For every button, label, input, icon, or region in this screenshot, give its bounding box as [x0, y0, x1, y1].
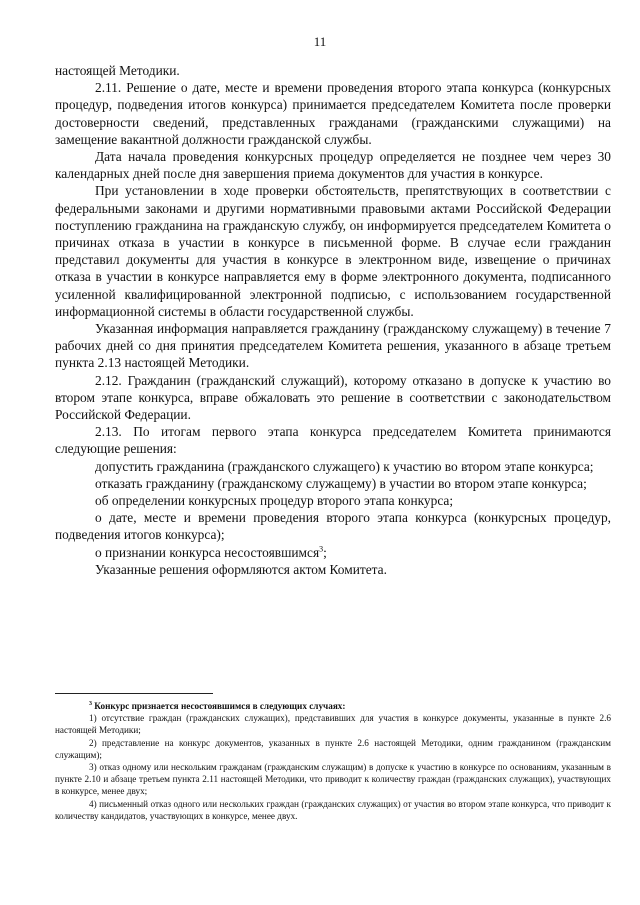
page-number: 11: [313, 34, 327, 49]
paragraph-start-date: Дата начала проведения конкурсных процедур определяется не позднее чем через 30 календарных дней после дня завершения приема документов для участия в конкурсе.: [55, 149, 611, 182]
paragraph-continuation: настоящей Методики.: [55, 63, 180, 78]
footnote-item: 1) отсутствие граждан (гражданских служащих), представивших для участия в конкурсе документы, указанные в пункте 2.6 настоящей Методики;: [55, 713, 611, 736]
footnote-title-text: Конкурс признается несостоявшимся в следующих случаях:: [94, 701, 346, 711]
decision-item: допустить гражданина (гражданского служащего) к участию во втором этапе конкурса;: [95, 458, 594, 474]
footnote-marker: 3: [89, 700, 92, 707]
decision-item-tail: ;: [323, 544, 327, 560]
paragraph-2-11: 2.11. Решение о дате, месте и времени проведения второго этапа конкурса (конкурсных процедур, подведения итогов конкурса) принимается председателем Комитета после проверки достоверности сведений, представленных гражданами (гражданскими служащими) на замещение вакантной должности гражданской службы.: [55, 80, 611, 147]
decision-item: об определении конкурсных процедур второго этапа конкурса;: [95, 493, 454, 509]
footnotes: [55, 700, 611, 822]
document-body: [55, 62, 611, 578]
footnote-separator: [55, 693, 213, 694]
decision-item: [55, 544, 611, 561]
decision-item: о дате, месте и времени проведения второго этапа конкурса (конкурсных процедур, подведения итогов конкурса);: [55, 510, 611, 543]
footnote-item: 3) отказ одному или нескольким гражданам (гражданским служащим) в допуске к участию в конкурсе по основаниям, указанным в пункте 2.10 и абзаце третьем пункта 2.11 настоящей Методики, что приводит к количеству граждан (гражданских служащих), участвующих в конкурсе, менее двух;: [55, 762, 611, 797]
footnote-item: 4) письменный отказ одного или нескольких граждан (гражданских служащих) от участия во втором этапе конкурса, что приводит к количеству кандидатов, участвующих в конкурсе, менее двух.: [55, 798, 611, 821]
footnote-reference: 3: [319, 544, 324, 554]
footnote-title: [55, 700, 611, 712]
paragraph-information-term: Указанная информация направляется гражданину (гражданскому служащему) в течение 7 рабочих дней со дня принятия председателем Комитета решения, указанного в абзаце третьем пункта 2.13 настоящей Методики.: [55, 321, 611, 371]
paragraph-refusal-notice: При установлении в ходе проверки обстоятельств, препятствующих в соответствии с федеральными законами и другими нормативными правовыми актами Российской Федерации поступлению гражданина на гражданскую службу, он информируется председателем Комитета о причинах отказа в участии в конкурсе в письменной форме. В случае если гражданин представил документы для участия в конкурсе в электронном виде, извещение о причинах отказа в участии в конкурсе направляется ему в форме электронного документа, подписанного усиленной квалифицированной электронной подписью, с использованием государственной информационной системы в области государственной службы.: [55, 183, 611, 319]
decision-item: отказать гражданину (гражданскому служащему) в участии во втором этапе конкурса;: [95, 475, 587, 491]
paragraph-decision-act: Указанные решения оформляются актом Комитета.: [95, 561, 387, 577]
footnote-item: 2) представление на конкурс документов, указанных в пункте 2.6 настоящей Методики, одним гражданином (гражданским служащим);: [55, 737, 611, 760]
paragraph-2-12: 2.12. Гражданин (гражданский служащий), которому отказано в допуске к участию во втором этапе конкурса, вправе обжаловать это решение в соответствии с законодательством Российской Федерации.: [55, 372, 611, 423]
decision-item-text: о признании конкурса несостоявшимся: [95, 544, 320, 560]
paragraph-2-13: 2.13. По итогам первого этапа конкурса председателем Комитета принимаются следующие решения:: [55, 424, 611, 457]
